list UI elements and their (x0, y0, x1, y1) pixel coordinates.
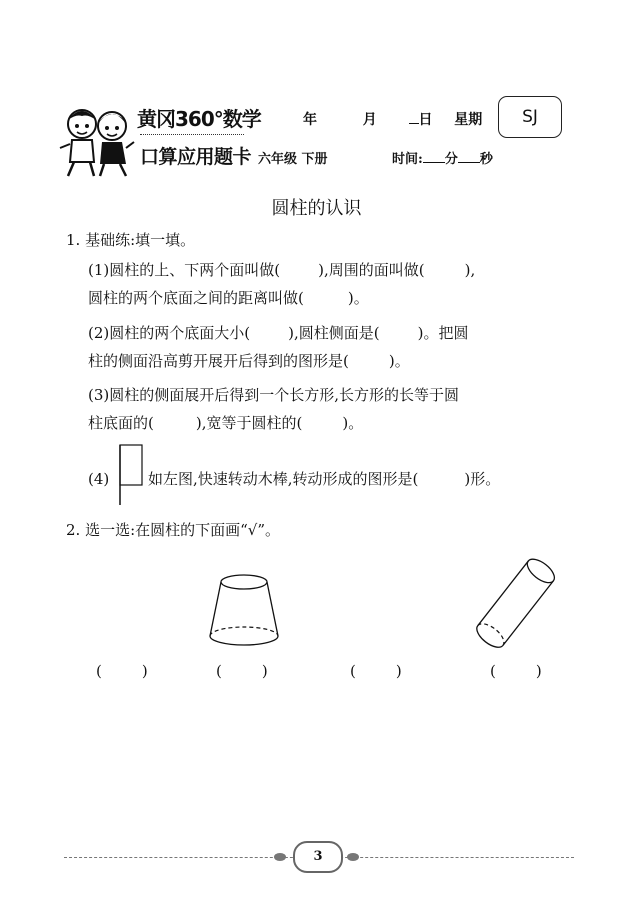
brand-title: 黄冈360°数学 (137, 107, 261, 131)
series-badge: SJ (498, 96, 562, 138)
q1-part1-line1 (88, 259, 475, 281)
text-segment: (2)圆柱的两个底面大小( (88, 324, 251, 342)
tilted-cylinder-figure (470, 548, 560, 660)
text-segment: )。 (347, 289, 369, 307)
grade-label: 六年级 下册 (258, 152, 328, 167)
q1-part4-label: (4) (88, 470, 110, 488)
footer-ornament-right (347, 853, 359, 861)
answer-box-3[interactable] (350, 660, 402, 682)
second-blank (458, 150, 480, 163)
paren-open: ( (96, 662, 102, 680)
text-segment: ),周围的面叫做( (318, 261, 425, 279)
text-segment: 柱底面的( (88, 414, 154, 432)
answer-box-2[interactable] (216, 660, 268, 682)
text-segment: )。 (388, 352, 410, 370)
second-label: 秒 (479, 152, 493, 167)
text-segment: 圆柱的两个底面之间的距离叫做( (88, 289, 304, 307)
answer-box-4[interactable] (490, 660, 542, 682)
text-segment: ), (464, 261, 476, 279)
q1-part4-text (148, 468, 500, 490)
text-segment: ),宽等于圆柱的( (195, 414, 303, 432)
time-line (392, 148, 493, 167)
text-segment: (1)圆柱的上、下两个面叫做( (88, 261, 281, 279)
paren-open: ( (216, 662, 222, 680)
text-segment: 如左图,快速转动木棒,转动形成的图形是( (148, 470, 419, 488)
paren-close: ) (141, 662, 148, 680)
kids-logo-illustration (58, 104, 136, 178)
page-title: 圆柱的认识 (271, 198, 362, 219)
q1-part1-line2 (88, 287, 369, 309)
month-label: 月 (362, 112, 377, 128)
footer-ornament-left (274, 853, 286, 861)
paren-open: ( (350, 662, 356, 680)
text-segment: ),圆柱侧面是( (288, 324, 380, 342)
text-segment: 柱的侧面沿高剪开展开后得到的图形是( (88, 352, 349, 370)
answer-box-1[interactable] (96, 660, 148, 682)
paren-close: ) (535, 662, 542, 680)
minute-blank (423, 150, 445, 163)
page-number: 3 (293, 841, 343, 873)
rotating-stick-diagram (114, 443, 146, 507)
truncated-cone-figure (204, 570, 284, 652)
year-label: 年 (303, 112, 317, 128)
day-label: 日 (418, 112, 433, 128)
q1-part2-line1 (88, 322, 468, 344)
text-segment: )。 (342, 414, 364, 432)
q1-part3-line2 (88, 412, 363, 434)
q1-part2-line2 (88, 350, 410, 372)
q1-part3-line1: (3)圆柱的侧面展开后得到一个长方形,长方形的长等于圆 (88, 386, 460, 404)
day-blank (409, 111, 419, 124)
paren-close: ) (395, 662, 402, 680)
brand-divider (140, 134, 244, 135)
q2-heading: 2. 选一选:在圆柱的下面画“√”。 (66, 521, 281, 539)
minute-label: 分 (444, 152, 458, 167)
brand-subtitle: 口算应用题卡 (140, 146, 252, 168)
date-line (303, 109, 482, 129)
paren-open: ( (490, 662, 496, 680)
time-label: 时间: (392, 152, 423, 167)
text-segment: )。把圆 (417, 324, 469, 342)
text-segment: )形。 (464, 470, 501, 488)
q1-heading: 1. 基础练:填一填。 (66, 231, 196, 249)
week-label: 星期 (454, 112, 483, 128)
paren-close: ) (261, 662, 268, 680)
